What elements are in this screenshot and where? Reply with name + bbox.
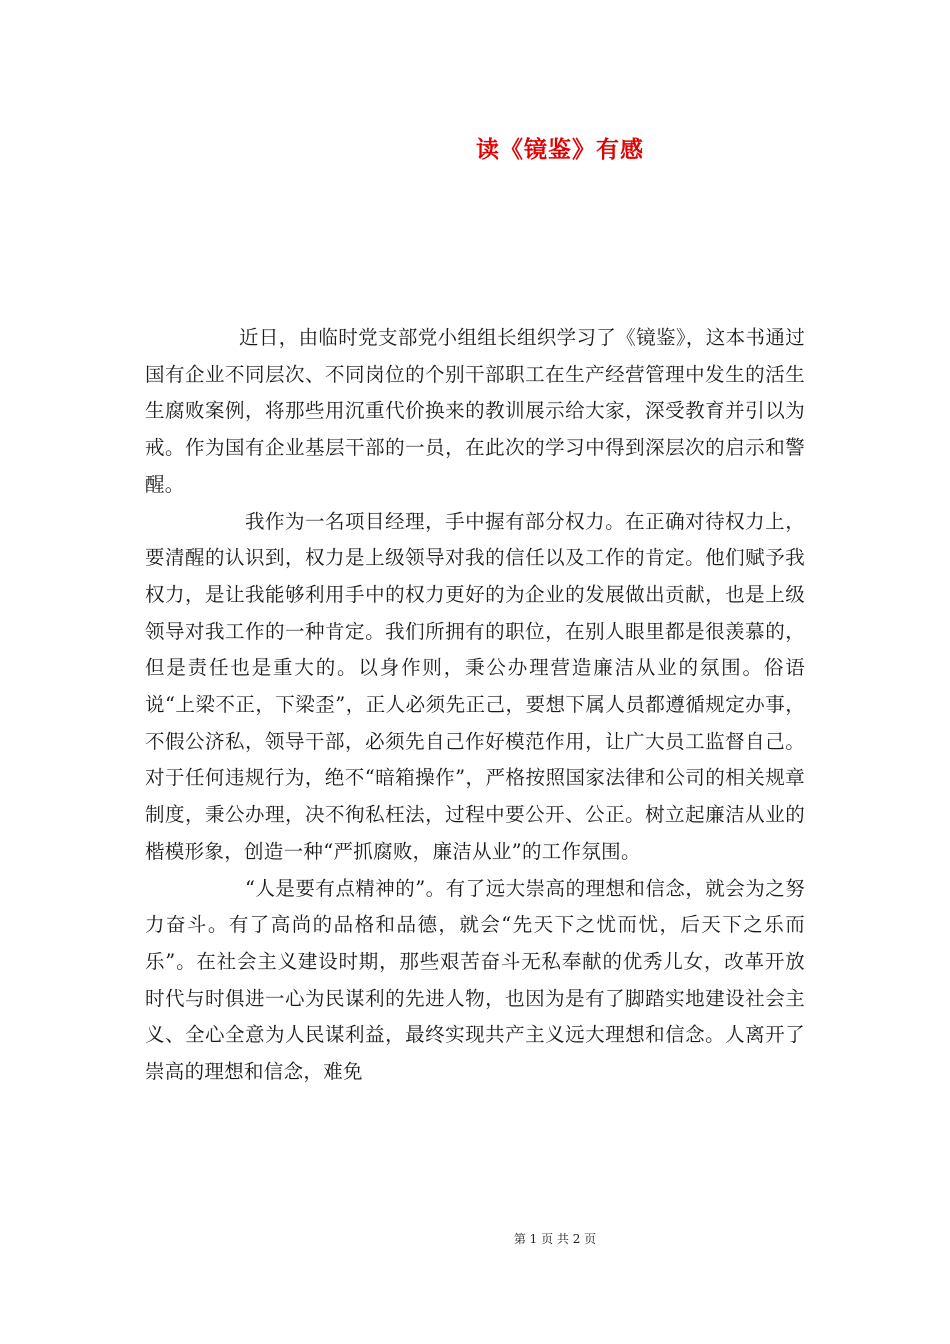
page-number-footer: 第 1 页 共 2 页 [513, 1232, 597, 1246]
document-body [145, 320, 805, 1091]
paragraph-3: “人是要有点精神的”。有了远大崇高的理想和信念，就会为之努力奋斗。有了高尚的品格和品德，就会“先天下之忧而忧，后天下之乐而乐”。在社会主义建设时期，那些艰苦奋斗无私奉献的优秀儿女，改革开放时代与时俱进一心为民谋利的先进人物，也因为是有了脚踏实地建设社会主义、全心全意为人民谋利益，最终实现共产主义远大理想和信念。人离开了崇高的理想和信念，难免 [145, 876, 805, 1084]
paragraph-1: 近日，由临时党支部党小组组长组织学习了《镜鉴》，这本书通过国有企业不同层次、不同岗位的个别干部职工在生产经营管理中发生的活生生腐败案例，将那些用沉重代价换来的教训展示给大家，深受教育并引以为戒。作为国有企业基层干部的一员，在此次的学习中得到深层次的启示和警醒。 [145, 326, 805, 496]
paragraph-2: 我作为一名项目经理，手中握有部分权力。在正确对待权力上，要清醒的认识到，权力是上级领导对我的信任以及工作的肯定。他们赋予我权力，是让我能够利用手中的权力更好的为企业的发展做出贡献，也是上级领导对我工作的一种肯定。我们所拥有的职位，在别人眼里都是很羡慕的，但是责任也是重大的。以身作则，秉公办理营造廉洁从业的氛围。俗语说“上梁不正，下梁歪”，正人必须先正己，要想下属人员都遵循规定办事，不假公济私，领导干部，必须先自己作好模范作用，让广大员工监督自己。对于任何违规行为，绝不“暗箱操作”，严格按照国家法律和公司的相关规章制度，秉公办理，决不徇私枉法，过程中要公开、公正。树立起廉洁从业的楷模形象，创造一种“严抓腐败，廉洁从业”的工作氛围。 [145, 509, 805, 863]
document-title: 读《镜鉴》有感 [476, 136, 644, 163]
